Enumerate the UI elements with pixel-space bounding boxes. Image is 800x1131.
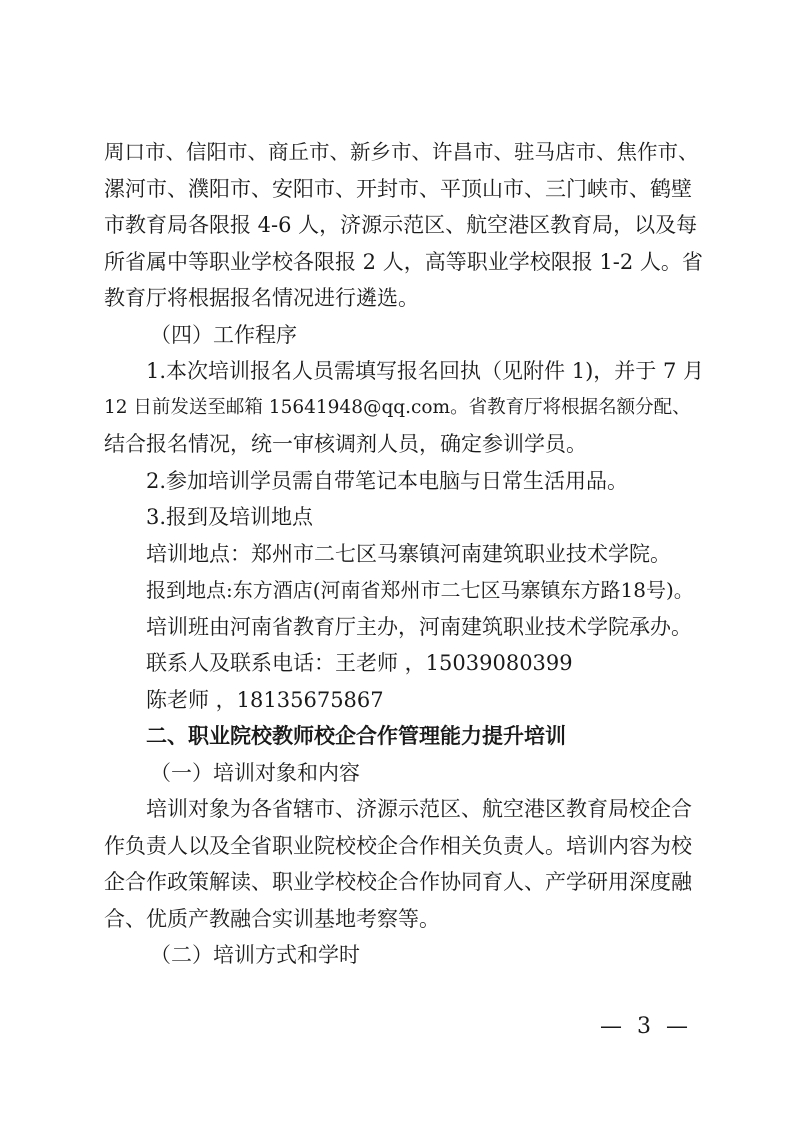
paragraph-line: 漯河市、濮阳市、安阳市、开封市、平顶山市、三门峡市、鹤壁 [104,176,692,201]
paragraph-line: 合、优质产教融合实训基地考察等。 [104,906,440,931]
paragraph-line: 培训地点：郑州市二七区马寨镇河南建筑职业技术学院。 [146,541,671,566]
paragraph-line: 2.参加培训学员需自带笔记本电脑与日常生活用品。 [146,468,629,493]
paragraph-line: 企合作政策解读、职业学校校企合作协同育人、产学研用深度融 [104,870,692,894]
paragraph-line: 报到地点:东方酒店(河南省郑州市二七区马寨镇东方路18号)。 [146,578,694,602]
document-body [104,134,704,974]
section-subheading: （四）工作程序 [150,322,297,347]
paragraph-line: 培训班由河南省教育厅主办，河南建筑职业技术学院承办。 [146,614,692,639]
paragraph-line: 所省属中等职业学校各限报 2 人，高等职业学校限报 1-2 人。省 [104,249,703,274]
paragraph-line: 陈老师 ，18135675867 [146,687,384,712]
section-subheading: （二）培训方式和学时 [150,943,360,967]
page-number: — 3 — [600,1014,692,1039]
paragraph-line: 3.报到及培训地点 [146,505,314,529]
paragraph-line: 结合报名情况，统一审核调剂人员，确定参训学员。 [104,432,587,456]
paragraph-line: 培训对象为各省辖市、济源示范区、航空港区教育局校企合 [146,797,692,821]
paragraph-line: 周口市、信阳市、商丘市、新乡市、许昌市、驻马店市、焦作市、 [104,140,699,164]
paragraph-line: 教育厅将根据报名情况进行遴选。 [104,286,419,310]
section-heading: 二、职业院校教师校企合作管理能力提升培训 [146,724,566,748]
paragraph-line: 市教育局各限报 4-6 人，济源示范区、航空港区教育局，以及每 [104,213,698,237]
paragraph-line: 作负责人以及全省职业院校校企合作相关负责人。培训内容为校 [104,833,692,858]
paragraph-line: 联系人及联系电话：王老师 ，15039080399 [146,651,573,675]
paragraph-line: 1.本次培训报名人员需填写报名回执（见附件 1)，并于 7 月 [146,359,704,383]
section-subheading: （一）培训对象和内容 [150,760,360,785]
paragraph-line: 12 日前发送至邮箱 15641948@qq.com。省教育厅将根据名额分配、 [104,396,691,418]
